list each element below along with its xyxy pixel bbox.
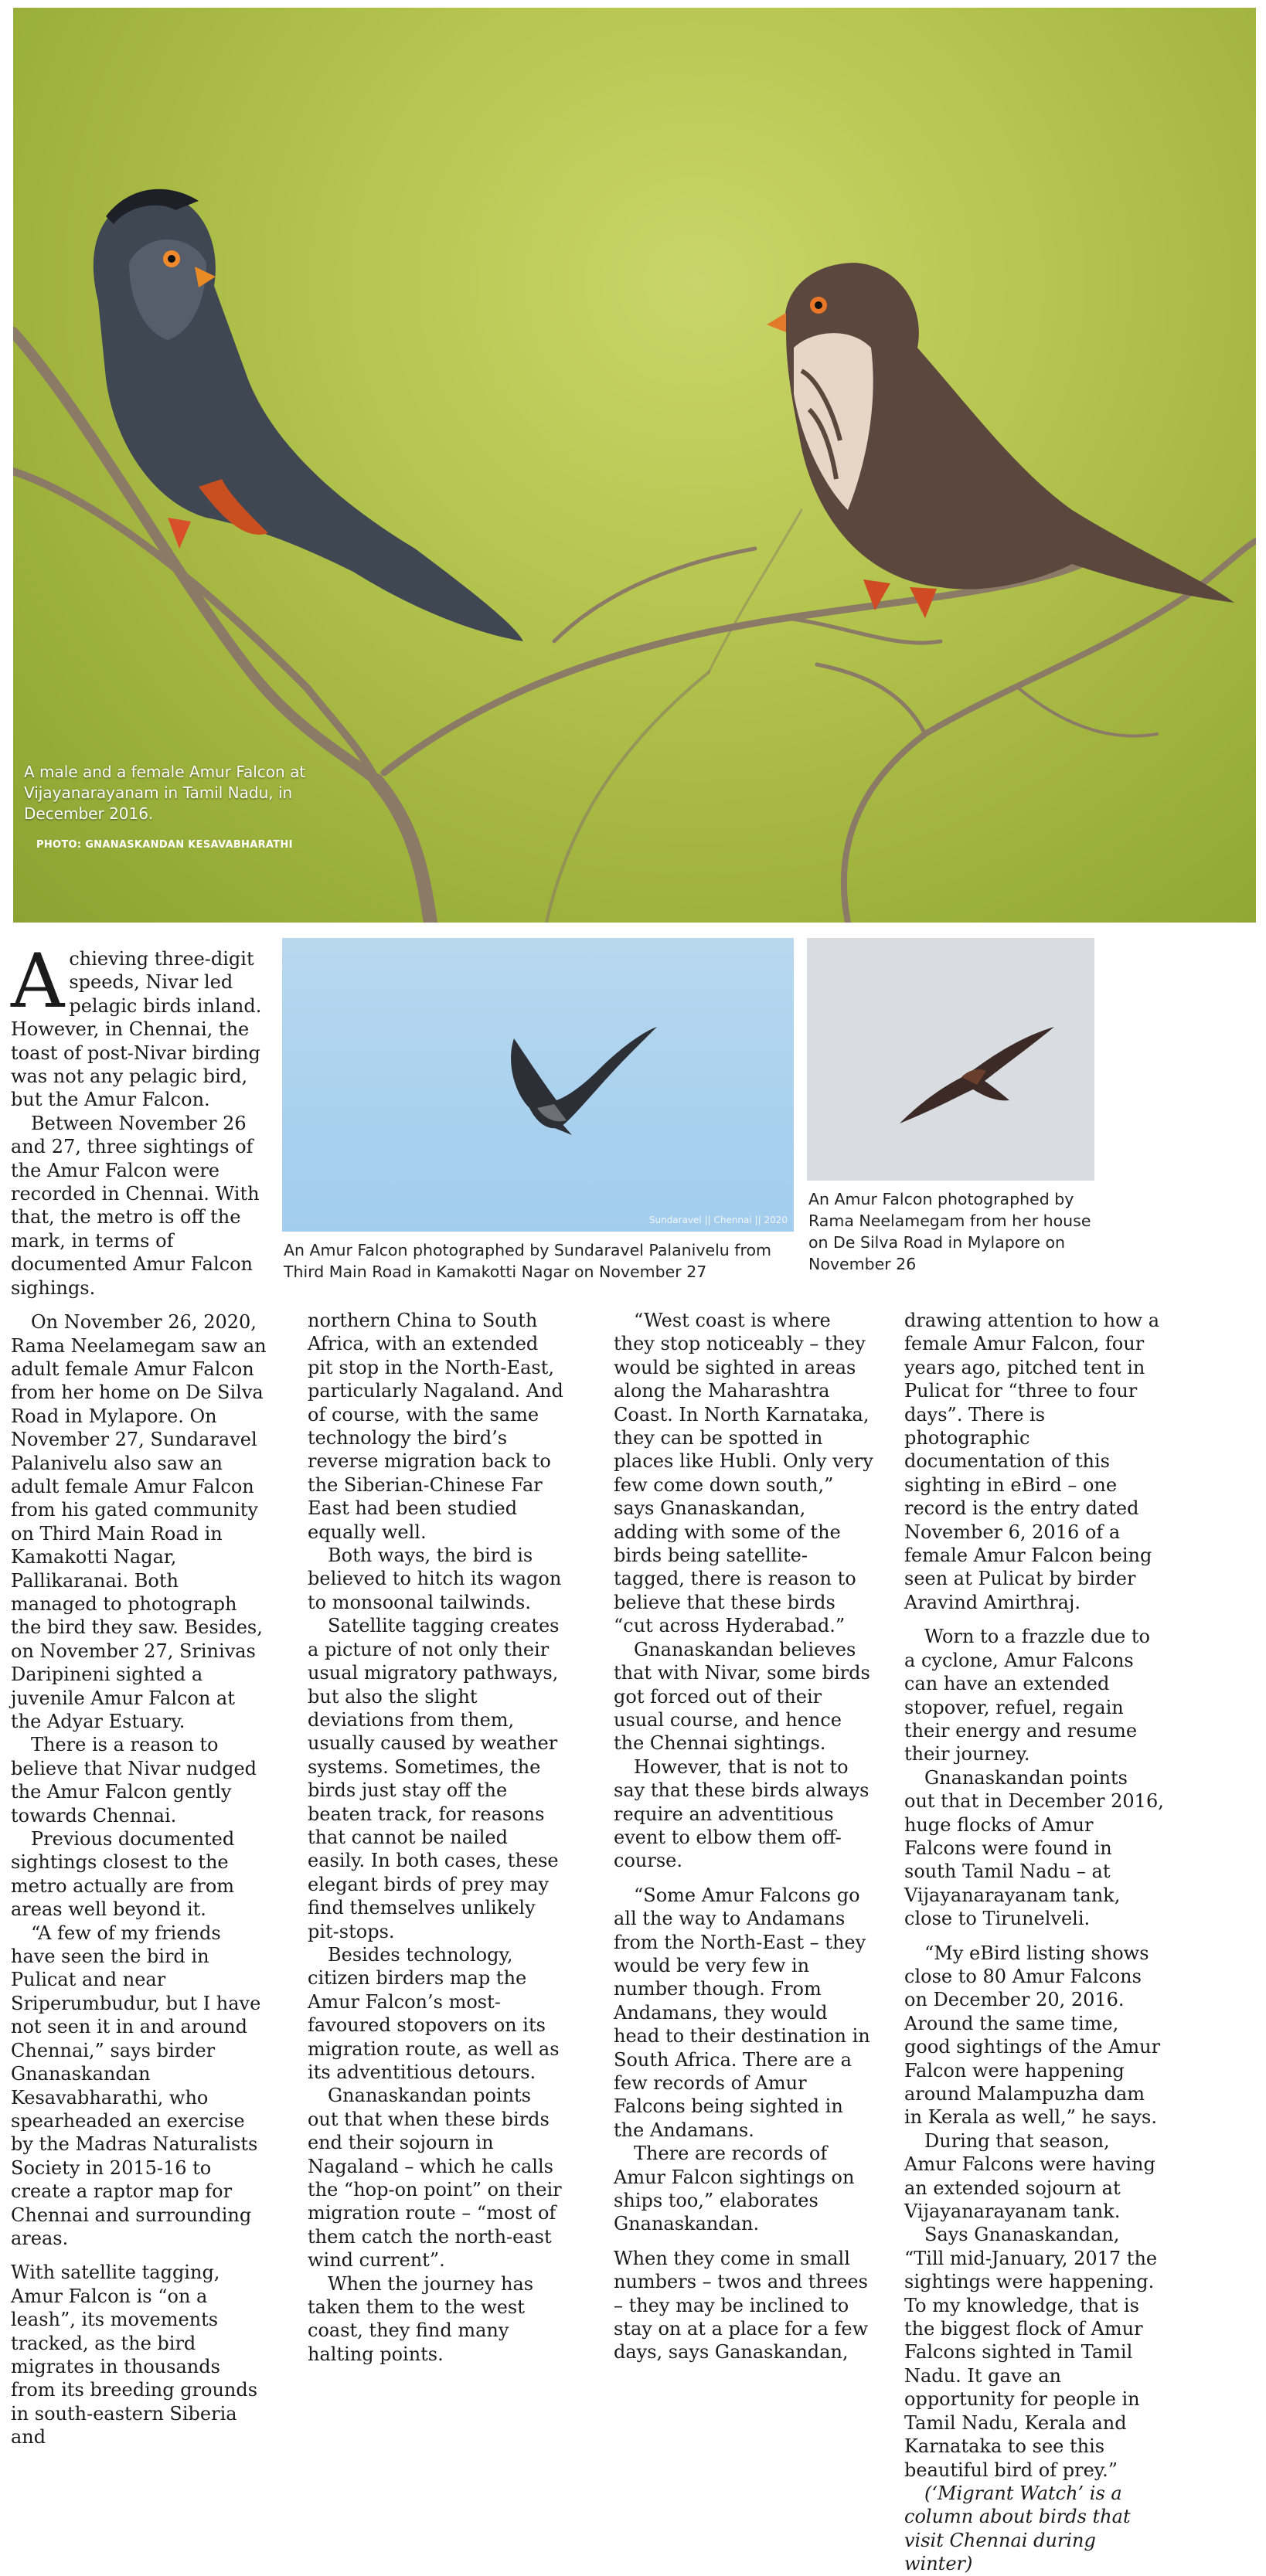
paragraph: Says Gnanaskandan, “Till mid-January, 2017 the sightings were happening. To my knowledge, that is the biggest flock of Amur Falcons sighted in Tamil Nadu. It gave an opportunity for people in Tamil Nadu, Kerala and Karnataka to see this beautiful bird of prey.” bbox=[904, 2224, 1158, 2481]
falcon-silhouette-1 bbox=[282, 938, 794, 1232]
paragraph: “My eBird listing shows close to 80 Amur Falcons on December 20, 2016. Around the same time, good sightings of the Amur Falcon were happening around Malampuzha dam in Kerala as well,” he says. bbox=[904, 1942, 1161, 2129]
photo1-caption: An Amur Falcon photographed by Sundaravel Palanivelu from Third Main Road in Kamakotti Nagar on November 27 bbox=[284, 1241, 772, 1281]
article-column-2 bbox=[308, 1309, 567, 2366]
female-falcon bbox=[767, 263, 1234, 618]
hero-caption: A male and a female Amur Falcon at Vijayanarayanam in Tamil Nadu, in December 2016. bbox=[24, 763, 306, 823]
paragraph: Besides technology, citizen birders map the Amur Falcon’s most-favoured stopovers on its migration route, as well as its adventitious detours. bbox=[308, 1943, 560, 2083]
paragraph: On November 26, 2020, Rama Neelamegam saw an adult female Amur Falcon from her home on De Silva Road in Mylapore. On November 27, Sundaravel Palanivelu also saw an adult female Amur Falcon from his gated community on Third Main Road in Kamakotti Nagar, Pallikaranai. Both managed to photograph the bird they saw. Besides, on November 27, Srinivas Daripineni sighted a juvenile Amur Falcon at the Adyar Estuary. bbox=[11, 1311, 267, 1732]
paragraph: However, that is not to say that these birds always require an adventitious event to elbow them off-course. bbox=[614, 1755, 870, 1872]
article-column-4 bbox=[904, 1309, 1164, 2576]
falcon-photo-sundaravel bbox=[282, 938, 794, 1232]
paragraph: With satellite tagging, Amur Falcon is “on a leash”, its movements tracked, as the bird migrates in thousands from its breeding grounds in south-eastern Siberia and bbox=[11, 2262, 258, 2449]
falcon-photo-rama bbox=[807, 938, 1094, 1181]
article-column-3 bbox=[614, 1309, 873, 2364]
drop-cap: A bbox=[11, 938, 65, 1025]
paragraph: There are records of Amur Falcon sightings on ships too,” elaborates Gnanaskandan. bbox=[614, 2143, 855, 2235]
paragraph: northern China to South Africa, with an extended pit stop in the North-East, particularly Nagaland. And of course, with the same technology the bird’s reverse migration back to the Siberian-Chinese Far East had been studied equally well. bbox=[308, 1310, 563, 1543]
paragraph: Achieving three-digit speeds, Nivar led pelagic birds inland. However, in Chennai, the toast of post-Nivar birding was not any pelagic bird, but the Amur Falcon. bbox=[11, 938, 262, 1111]
falcon-silhouette-2 bbox=[807, 938, 1094, 1181]
paragraph: “Some Amur Falcons go all the way to Andamans from the North-East – they would be very few in number though. From Andamans, they would head to their destination in South Africa. There are a few records of Amur Falcons being sighted in the Andamans. bbox=[614, 1884, 870, 2141]
paragraph: Satellite tagging creates a picture of not only their usual migratory pathways, but also the slight deviations from them, usually caused by weather systems. Sometimes, the birds just stay off the beaten track, for reasons that cannot be nailed easily. In both cases, these elegant birds of prey may find themselves unlikely pit-stops. bbox=[308, 1615, 560, 1942]
paragraph: When the journey has taken them to the west coast, they find many halting points. bbox=[308, 2272, 534, 2365]
paragraph: “West coast is where they stop noticeably – they would be sighted in areas along the Maharashtra Coast. In North Karnataka, they can be spotted in places like Hubli. Only very few come down south,” says Gnanaskandan, adding with some of the birds being satellite-tagged, there is reason to believe that these birds “cut across Hyderabad.” bbox=[614, 1310, 873, 1637]
paragraph: During that season, Amur Falcons were having an extended sojourn at Vijayanarayanam tank. bbox=[904, 2129, 1155, 2223]
paragraph: “A few of my friends have seen the bird in Pulicat and near Sriperumbudur, but I have not seen it in and around Chennai,” says birder Gnanaskandan Kesavabharathi, who spearheaded an exercise by the Madras Naturalists Society in 2015-16 to create a raptor map for Chennai and surrounding areas. bbox=[11, 1922, 261, 2249]
photo-credit: PHOTO: GNANASKANDAN KESAVABHARATHI bbox=[36, 839, 293, 851]
photo-watermark: Sundaravel || Chennai || 2020 bbox=[648, 1215, 788, 1225]
photo2-caption: An Amur Falcon photographed by Rama Neelamegam from her house on De Silva Road in Mylapore on November 26 bbox=[808, 1190, 1091, 1273]
paragraph: Both ways, the bird is believed to hitch its wagon to monsoonal tailwinds. bbox=[308, 1545, 562, 1613]
hero-photo bbox=[13, 8, 1256, 923]
article-column-1 bbox=[11, 938, 271, 2449]
paragraph: Gnanaskandan points out that when these birds end their sojourn in Nagaland – which he calls the “hop-on point” on their migration route – “most of them catch the north-east wind current”. bbox=[308, 2085, 562, 2272]
paragraph: Worn to a frazzle due to a cyclone, Amur Falcons can have an extended stopover, refuel, regain their energy and resume their journey. bbox=[904, 1626, 1150, 1765]
paragraph: Gnanaskandan believes that with Nivar, some birds got forced out of their usual course, and hence the Chennai sightings. bbox=[614, 1638, 870, 1755]
paragraph: Previous documented sightings closest to the metro actually are from areas well beyond it. bbox=[11, 1828, 235, 1921]
male-falcon bbox=[94, 189, 523, 641]
paragraph: Between November 26 and 27, three sightings of the Amur Falcon were recorded in Chennai. With that, the metro is off the mark, in terms of documented Amur Falcon sighings. bbox=[11, 1112, 260, 1299]
paragraph: Gnanaskandan points out that in December 2016, huge flocks of Amur Falcons were found in south Tamil Nadu – at Vijayanarayanam tank, close to Tirunelveli. bbox=[904, 1766, 1164, 1930]
column-footnote: (‘Migrant Watch’ is a column about birds that visit Chennai during winter) bbox=[904, 2482, 1131, 2575]
paragraph: When they come in small numbers – twos and threes – they may be inclined to stay on at a place for a few days, says Ganaskandan, bbox=[614, 2247, 869, 2364]
paragraph: drawing attention to how a female Amur Falcon, four years ago, pitched tent in Pulicat for “three to four days”. There is photographic documentation of this sighting in eBird – one record is the entry dated November 6, 2016 of a female Amur Falcon being seen at Pulicat by birder Aravind Amirthraj. bbox=[904, 1310, 1160, 1613]
paragraph: There is a reason to believe that Nivar nudged the Amur Falcon gently towards Chennai. bbox=[11, 1734, 257, 1827]
